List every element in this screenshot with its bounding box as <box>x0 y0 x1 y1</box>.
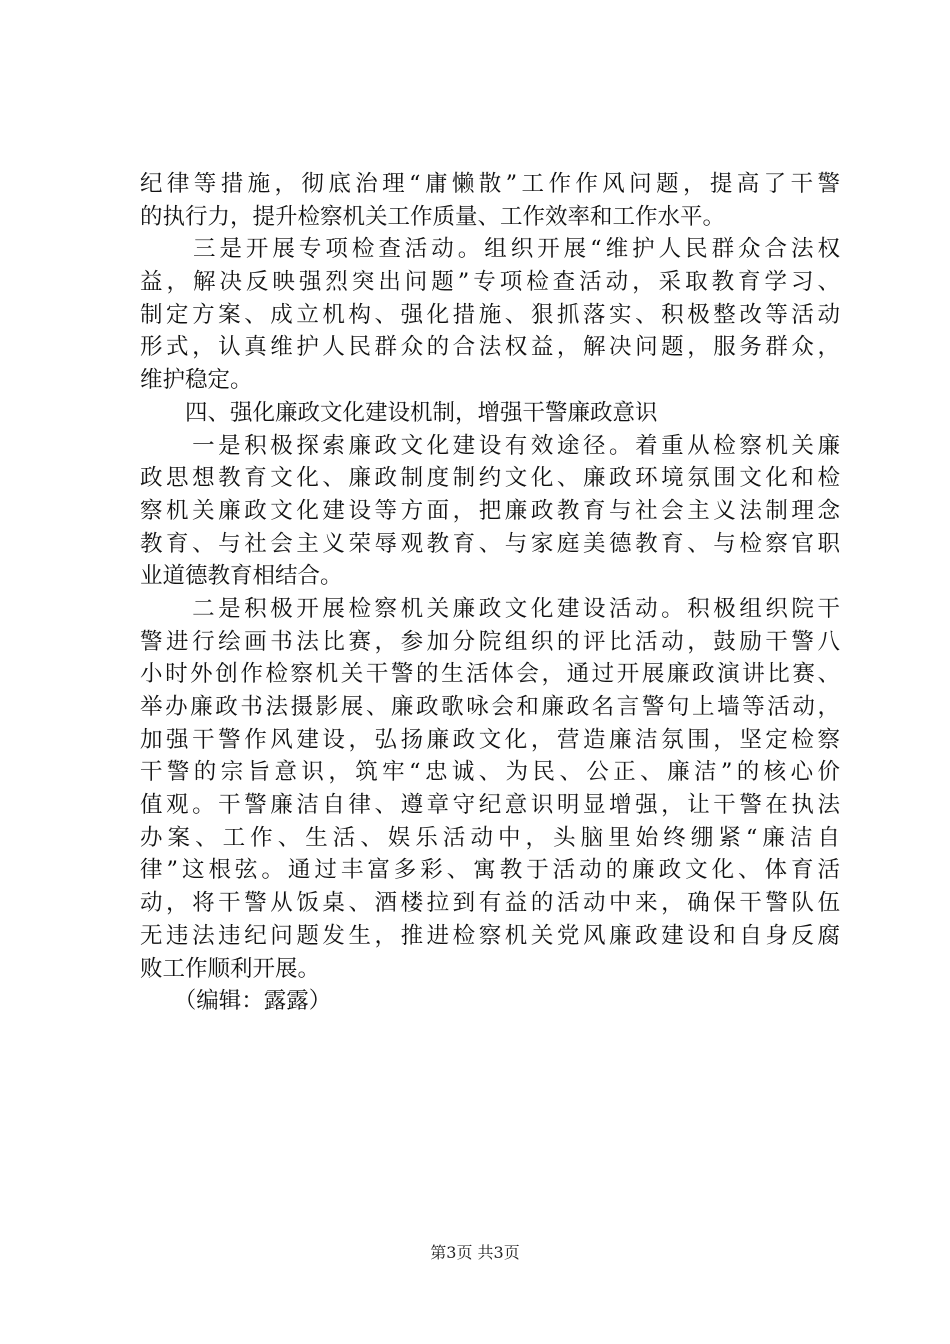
text-line: 益，解决反映强烈突出问题”专项检查活动，采取教育学习、 <box>140 269 840 296</box>
text-line: 警进行绘画书法比赛，参加分院组织的评比活动，鼓励干警八 <box>140 628 840 655</box>
text-line: 维护稳定。 <box>140 367 253 394</box>
text-line: 律”这根弦。通过丰富多彩、寓教于活动的廉政文化、体育活 <box>140 857 840 884</box>
text-line: 败工作顺利开展。 <box>140 955 321 982</box>
text-line: 一是积极探索廉政文化建设有效途径。着重从检察机关廉 <box>140 432 840 459</box>
text-line: 动，将干警从饭桌、酒楼拉到有益的活动中来，确保干警队伍 <box>140 890 840 917</box>
text-line: 的执行力，提升检察机关工作质量、工作效率和工作水平。 <box>140 203 726 230</box>
text-line: 值观。干警廉洁自律、遵章守纪意识明显增强，让干警在执法 <box>140 792 840 819</box>
text-line: 纪律等措施，彻底治理“庸懒散”工作作风问题，提高了干警 <box>140 171 840 197</box>
text-line: 二是积极开展检察机关廉政文化建设活动。积极组织院干 <box>140 595 840 622</box>
text-line: 察机关廉政文化建设等方面，把廉政教育与社会主义法制理念 <box>140 497 840 524</box>
text-line: 小时外创作检察机关干警的生活体会，通过开展廉政演讲比赛、 <box>140 661 840 688</box>
text-line: 业道德教育相结合。 <box>140 563 343 590</box>
page-footer: 第3页 共3页 <box>430 1243 520 1262</box>
text-line: 政思想教育文化、廉政制度制约文化、廉政环境氛围文化和检 <box>140 465 840 492</box>
document-body <box>140 168 840 1018</box>
text-line: 形式，认真维护人民群众的合法权益，解决问题，服务群众， <box>140 334 840 361</box>
text-line: 加强干警作风建设，弘扬廉政文化，营造廉洁氛围，坚定检察 <box>140 726 840 753</box>
text-line: 制定方案、成立机构、强化措施、狠抓落实、积极整改等活动 <box>140 301 840 328</box>
text-line: （编辑：露露） <box>140 988 332 1015</box>
text-line: 举办廉政书法摄影展、廉政歌咏会和廉政名言警句上墙等活动， <box>140 694 840 720</box>
text-line: 四、强化廉政文化建设机制，增强干警廉政意识 <box>140 399 658 426</box>
text-line: 干警的宗旨意识，筑牢“忠诚、为民、公正、廉洁”的核心价 <box>140 759 840 786</box>
text-line: 办案、工作、生活、娱乐活动中，头脑里始终绷紧“廉洁自 <box>140 824 840 851</box>
text-line: 教育、与社会主义荣辱观教育、与家庭美德教育、与检察官职 <box>140 530 840 557</box>
text-line: 三是开展专项检查活动。组织开展“维护人民群众合法权 <box>140 236 840 263</box>
text-line: 无违法违纪问题发生，推进检察机关党风廉政建设和自身反腐 <box>140 922 840 949</box>
